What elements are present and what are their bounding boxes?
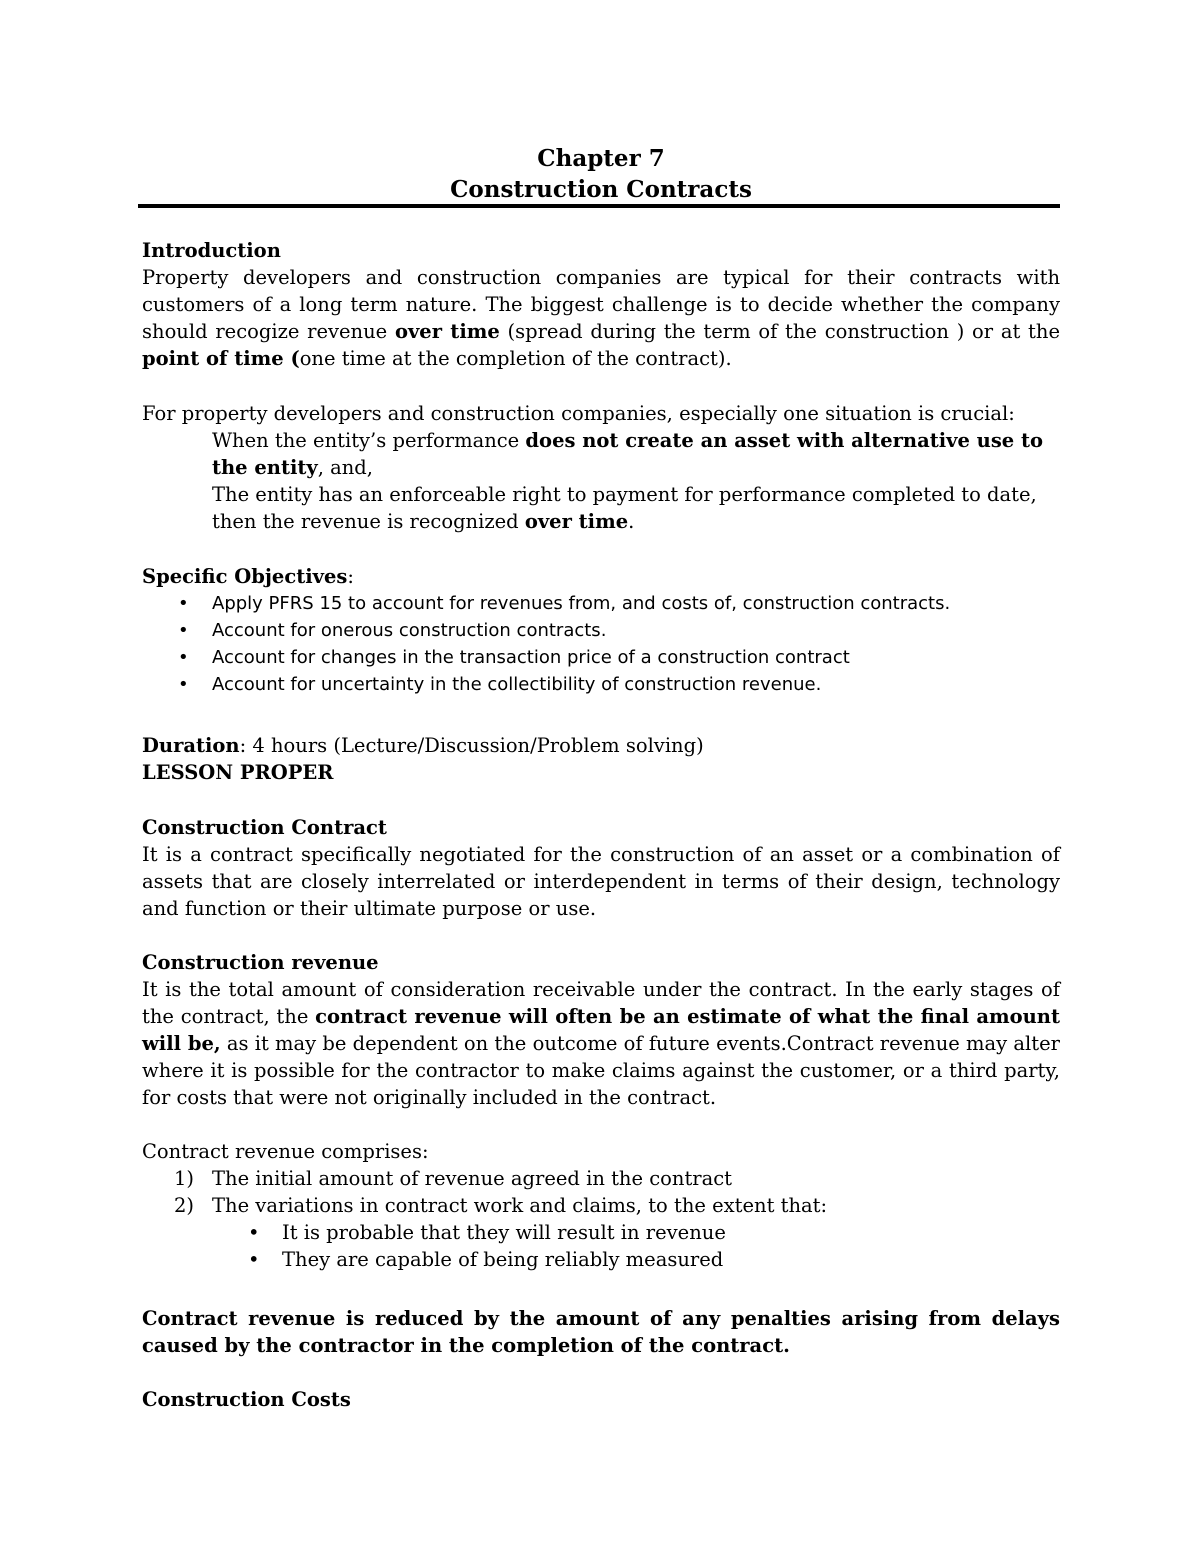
lesson-proper-heading: LESSON PROPER [142,761,334,784]
list-item: • It is probable that they will result in revenue [248,1221,726,1244]
condition-two: The entity has an enforceable right to payment for performance completed to date, then the revenue is recognized over time. [212,483,1037,533]
duration-section [142,732,1060,786]
list-item: • Account for uncertainty in the collectibility of construction revenue. [142,671,1060,698]
duration-line: Duration: 4 hours (Lecture/Discussion/Problem solving) [142,734,704,757]
condition-one: When the entity’s performance does not create an asset with alternative use to the entity, and, [212,429,1044,479]
objectives-heading: Specific Objectives: [142,565,354,588]
penalty-text: Contract revenue is reduced by the amount of any penalties arising from delays caused by the contractor in the completion of the contract. [142,1307,1060,1357]
construction-revenue-text: It is the total amount of consideration receivable under the contract. In the early stages of the contract, the contract revenue will often be an estimate of what the final amount will be, as it may be dependent on the outcome of future events.Contract revenue may alter where it is possible for the contractor to make claims against the customer, or a third party, for costs that were not originally included in the contract. [142,978,1060,1109]
bullet-icon: • [178,647,189,668]
bullet-icon: • [178,674,189,695]
construction-revenue-section [142,949,1060,1111]
revenue-comprises [142,1138,1060,1273]
list-item: • They are capable of being reliably measured [248,1248,724,1271]
list-item: 2) The variations in contract work and claims, to the extent that: [174,1194,828,1217]
list-item: 1) The initial amount of revenue agreed in the contract [174,1167,732,1190]
variations-list [142,1219,1060,1273]
list-item: • Account for changes in the transaction price of a construction contract [142,644,1060,671]
crucial-situation [142,400,1060,535]
bullet-icon: • [178,593,189,614]
bullet-icon: • [248,1221,260,1244]
bullet-icon: • [178,620,189,641]
construction-revenue-heading: Construction revenue [142,951,379,974]
bullet-icon: • [248,1248,260,1271]
objectives-list [142,590,1060,698]
construction-costs-section [142,1386,1060,1413]
construction-contract-text: It is a contract specifically negotiated for the construction of an asset or a combination of assets that are closely interrelated or interdependent in terms of their design, technology and function or their ultimate purpose or use. [142,843,1060,920]
comprises-list [142,1165,1060,1219]
construction-costs-heading: Construction Costs [142,1388,351,1411]
introduction-paragraph: Property developers and construction companies are typical for their contracts with customers of a long term nature. The biggest challenge is to decide whether the company should recogize revenue over time (spread during the term of the construction ) or at the point of time (one time at the completion of the contract). [142,266,1060,370]
title-rule [138,204,1060,208]
list-item: • Apply PFRS 15 to account for revenues from, and costs of, construction contracts. [142,590,1060,617]
objectives-section [142,563,1060,698]
crucial-intro: For property developers and construction companies, especially one situation is crucial: [142,402,1015,425]
comprises-intro: Contract revenue comprises: [142,1140,429,1163]
construction-contract-heading: Construction Contract [142,816,387,839]
chapter-title: Construction Contracts [450,176,752,203]
penalty-note [142,1305,1060,1359]
construction-contract-section [142,814,1060,922]
introduction-section [142,237,1060,372]
introduction-heading: Introduction [142,239,281,262]
chapter-number: Chapter 7 [537,145,665,172]
list-item: • Account for onerous construction contracts. [142,617,1060,644]
